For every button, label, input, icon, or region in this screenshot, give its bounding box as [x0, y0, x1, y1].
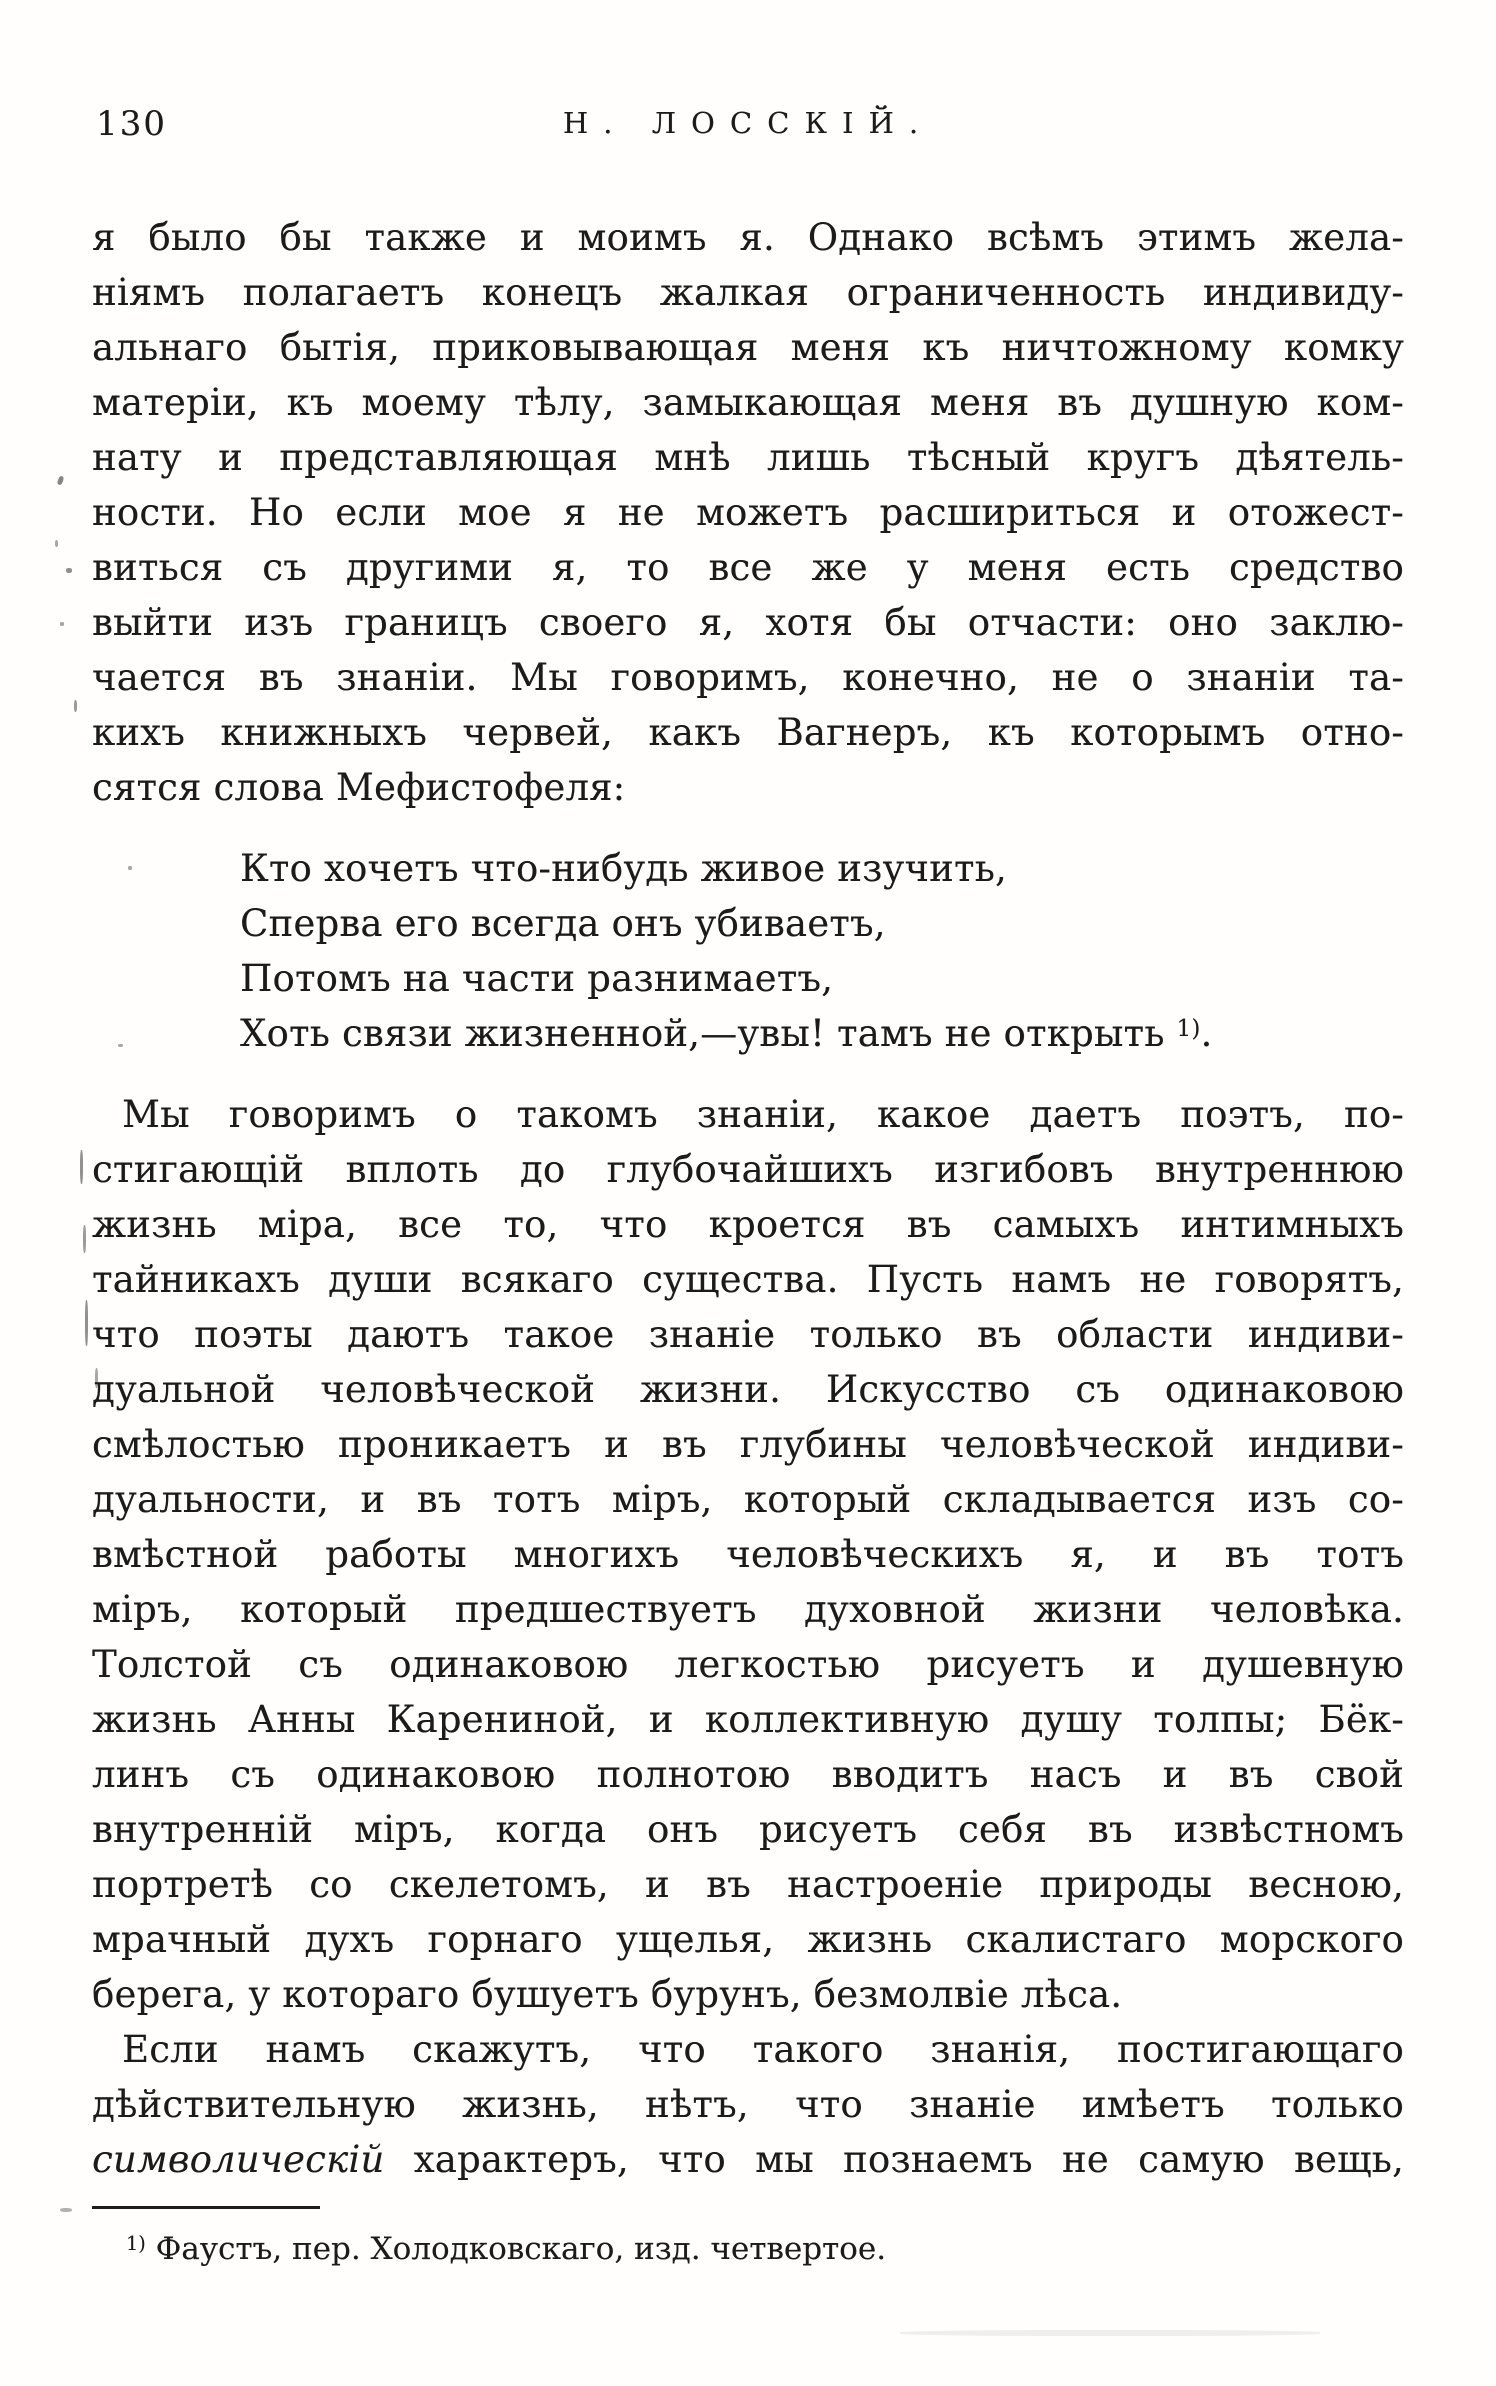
- text-line: нату и представляющая мнѣ лишь тѣсный кругъ дѣятель-: [92, 436, 1404, 479]
- text-line: жизнь Анны Карениной, и коллективную душу толпы; Бёк-: [92, 1698, 1404, 1741]
- text-line: вмѣстной работы многихъ человѣческихъ я, и въ тотъ: [92, 1533, 1404, 1576]
- page-number: 130: [96, 104, 167, 144]
- scan-artifact: [900, 2330, 1320, 2336]
- text-line: тайникахъ души всякаго существа. Пусть намъ не говорятъ,: [92, 1258, 1404, 1301]
- text-line: Если намъ скажутъ, что такого знанія, постигающаго: [122, 2028, 1404, 2071]
- text-line: внутренній міръ, когда онъ рисуетъ себя въ извѣстномъ: [92, 1808, 1404, 1851]
- text-line: линъ съ одинаковою полнотою вводитъ насъ и въ свой: [92, 1753, 1404, 1796]
- scan-artifact: [128, 866, 132, 870]
- text-line: я было бы также и моимъ я. Однако всѣмъ этимъ жела-: [92, 216, 1404, 259]
- scan-artifact: [80, 1150, 83, 1184]
- text-line: міръ, который предшествуетъ духовной жизни человѣка.: [92, 1588, 1404, 1631]
- text-line: дѣйствительную жизнь, нѣтъ, что знаніе имѣетъ только: [92, 2083, 1404, 2126]
- verse-line: Кто хочетъ что-нибудь живое изучить,: [240, 847, 1007, 890]
- text-line: смѣлостью проникаетъ и въ глубины человѣческой индиви-: [92, 1423, 1404, 1466]
- verse-line-tail: .: [1200, 1012, 1213, 1055]
- footnote-divider: [92, 2206, 320, 2209]
- text-line: виться съ другими я, то все же у меня есть средство: [92, 546, 1404, 589]
- paragraph-2: [92, 1087, 1404, 2022]
- text-after-emphasis: характеръ, что мы познаемъ не самую вещь,: [413, 2138, 1404, 2181]
- scan-artifact: [83, 1225, 86, 1253]
- text-line: дуальности, и въ тотъ міръ, который складывается изъ со-: [92, 1478, 1404, 1521]
- emphasized-word: символическій: [92, 2138, 385, 2181]
- running-title: Н. ЛОССКІЙ.: [562, 106, 934, 140]
- page-header: [92, 102, 1404, 150]
- text-line: стигающій вплоть до глубочайшихъ изгибовъ внутреннюю: [92, 1148, 1404, 1191]
- scan-artifact: [85, 1300, 88, 1346]
- text-line: дуальной человѣческой жизни. Искусство съ одинаковою: [92, 1368, 1404, 1411]
- scan-artifact: [74, 700, 77, 712]
- footnote-reference: 1): [1176, 1015, 1201, 1042]
- text-line: что поэты даютъ такое знаніе только въ области индиви-: [92, 1313, 1404, 1356]
- text-line: [92, 2132, 1404, 2187]
- text-line: портретѣ со скелетомъ, и въ настроеніе природы весною,: [92, 1863, 1404, 1906]
- text-line: сятся слова Мефистофеля:: [92, 766, 626, 809]
- footnote-marker: 1): [126, 2232, 146, 2256]
- verse-line-text: Хоть связи жизненной,—увы! тамъ не открыть: [240, 1012, 1165, 1055]
- text-line: берега, у котораго бушуетъ бурунъ, безмолвіе лѣса.: [92, 1973, 1123, 2016]
- paragraph-3: [92, 2022, 1404, 2187]
- verse-quote: [240, 841, 1404, 1061]
- scan-artifact: [60, 622, 64, 626]
- text-line: альнаго бытія, приковывающая меня къ ничтожному комку: [92, 326, 1404, 369]
- scan-artifact: [55, 540, 58, 547]
- text-line: чается въ знаніи. Мы говоримъ, конечно, не о знаніи та-: [92, 656, 1404, 699]
- text-line: ности. Но если мое я не можетъ расшириться и отожест-: [92, 491, 1404, 534]
- text-line: кихъ книжныхъ червей, какъ Вагнеръ, къ которымъ отно-: [92, 711, 1404, 754]
- scan-artifact: [60, 2208, 72, 2212]
- scan-artifact: [66, 568, 72, 573]
- verse-line: [240, 1006, 1404, 1061]
- footnote-text: Фаустъ, пер. Холодковскаго, изд. четвертое.: [155, 2231, 887, 2267]
- page-body: [92, 210, 1404, 2187]
- scan-artifact: [57, 475, 65, 485]
- text-line: мрачный духъ горнаго ущелья, жизнь скалистаго морского: [92, 1918, 1404, 1961]
- text-line: жизнь міра, все то, что кроется въ самыхъ интимныхъ: [92, 1203, 1404, 1246]
- text-line: ніямъ полагаетъ конецъ жалкая ограниченность индивиду-: [92, 271, 1404, 314]
- paragraph-1: [92, 210, 1404, 815]
- text-line: Мы говоримъ о такомъ знаніи, какое даетъ поэтъ, по-: [122, 1093, 1404, 1136]
- scan-artifact: [95, 1368, 98, 1388]
- text-line: матеріи, къ моему тѣлу, замыкающая меня въ душную ком-: [92, 381, 1404, 424]
- text-line: Толстой съ одинаковою легкостью рисуетъ и душевную: [92, 1643, 1404, 1686]
- scan-artifact: [118, 1044, 123, 1047]
- verse-line: Потомъ на части разнимаетъ,: [240, 957, 834, 1000]
- footnote: [92, 2226, 1404, 2272]
- verse-line: Сперва его всегда онъ убиваетъ,: [240, 902, 886, 945]
- text-line: выйти изъ границъ своего я, хотя бы отчасти: оно заклю-: [92, 601, 1404, 644]
